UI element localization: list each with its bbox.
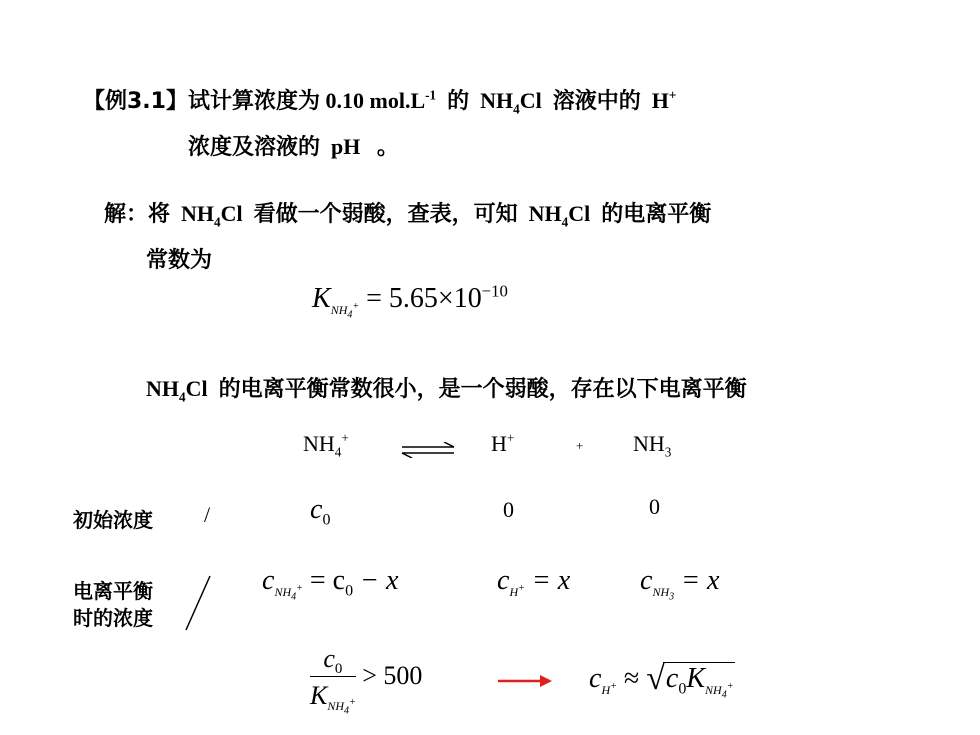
solution-text-a: 解：将 xyxy=(104,202,171,227)
eq-plus: + xyxy=(576,438,584,453)
statement-text: 的电离平衡常数很小，是一个弱酸，存在以下电离平衡 xyxy=(218,377,747,402)
formula-nh4cl-3: $NH_4Cl$ xyxy=(528,201,591,230)
eq-c-nh4: $c_{NH_4^+} = c_0 - x$ xyxy=(262,565,399,602)
example-text-a: 试计算浓度为 xyxy=(187,89,320,114)
example-line-1 xyxy=(83,84,676,115)
initial-nh3-zero: 0 xyxy=(649,494,660,519)
h-ion: H+ xyxy=(651,87,677,113)
solution-text-c: 的电离平衡 xyxy=(601,202,712,227)
formula-nh4cl-2: $NH_4Cl$ xyxy=(181,201,243,230)
formula-nh4cl: $NH_4Cl$ xyxy=(480,88,542,117)
eq-label-2: 时的浓度 xyxy=(73,606,153,630)
k-equation: $K_{NH_4^+} = 5.65\times 10^{-10}$ xyxy=(312,281,508,320)
eq-c-h: $c_{H^+} = x$ xyxy=(497,565,571,599)
solution-text-b: 看做一个弱酸，查表，可知 xyxy=(253,202,518,227)
k-symbol: K xyxy=(312,283,331,314)
initial-c0: $c_0$ xyxy=(310,494,331,529)
example-text-b: 的 xyxy=(447,89,470,114)
initial-h-zero: 0 xyxy=(503,497,514,522)
statement-line xyxy=(146,372,747,403)
example-label: 【例3.1】 xyxy=(83,89,188,114)
example-line-2 xyxy=(188,130,399,161)
period: 。 xyxy=(376,135,399,160)
example-text-c: 溶液中的 xyxy=(552,89,641,114)
condition-fraction: $\frac{c_0}{K_{NH_4^+}}$ > 500 xyxy=(310,644,423,717)
condition-compare: > 500 xyxy=(362,660,423,690)
concentration-value: 0.10 $mol.L^{-1}$ xyxy=(325,87,437,113)
approx-symbol: ≈ xyxy=(623,663,640,694)
equilibrium-arrows-icon xyxy=(400,442,456,458)
initial-label: 初始浓度 xyxy=(73,508,153,532)
eq-product-nh3: $NH_3$ xyxy=(633,431,672,460)
initial-slash: / xyxy=(204,502,211,527)
solution-line-2: 常数为 xyxy=(146,248,213,273)
formula-nh4cl-4: $NH_4Cl$ xyxy=(146,376,208,405)
ph-text: pH xyxy=(331,134,361,159)
eq-c-nh3: $c_{NH_3} = x$ xyxy=(640,565,720,602)
solution-line-1 xyxy=(104,197,711,228)
approx-expression: $c_{H^+} \approx √c_0K_{NH_4^+}$ xyxy=(589,660,734,700)
diagonal-slash xyxy=(182,574,212,632)
eq-label-1: 电离平衡 xyxy=(73,579,153,603)
k-value: = $5.65\times 10^{-10}$ xyxy=(366,281,508,314)
eq-reactant: $NH_4^+$ xyxy=(303,430,349,460)
eq-product-h: H+ xyxy=(491,430,515,456)
example-text-d: 浓度及溶液的 xyxy=(188,135,321,160)
implies-arrow-icon xyxy=(496,673,554,689)
